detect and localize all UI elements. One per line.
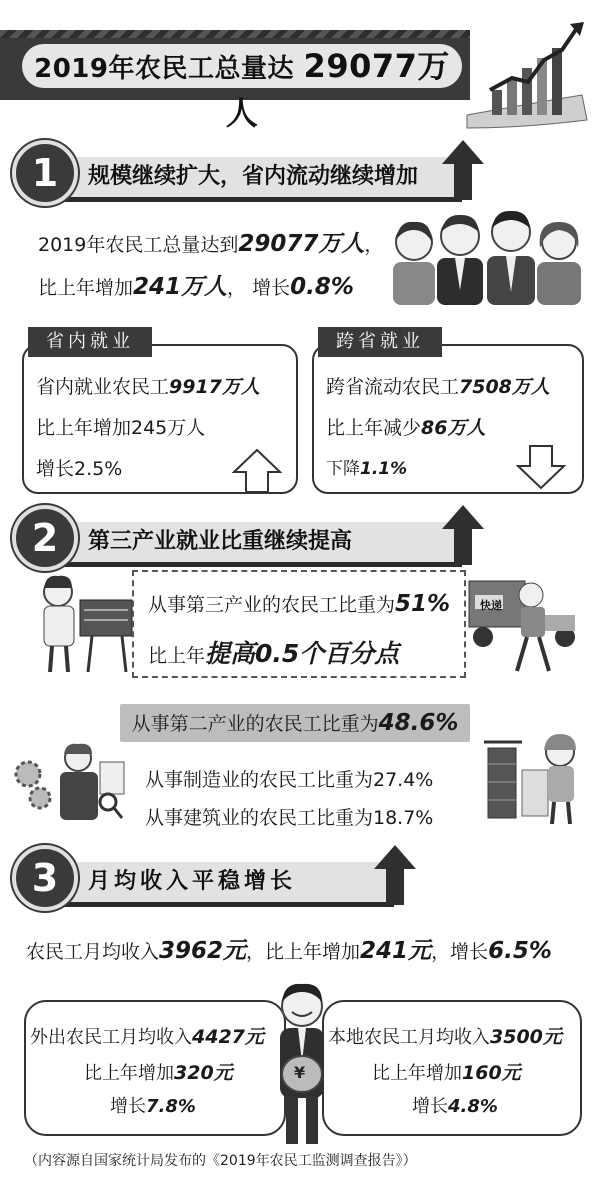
inter-province-tab-label: 跨省就业 [336, 331, 424, 352]
up-outline-arrow-icon [232, 448, 282, 494]
intra-line1-value: 9917万人 [169, 376, 260, 398]
page-title-text: 2019年农民工总量达 [34, 54, 294, 84]
intra-line1 [36, 372, 260, 399]
tertiary-share-label: 从事第三产业的农民工比重为 [148, 594, 396, 616]
engineer-gears-illustration [12, 742, 127, 824]
growth-chart-illustration [462, 20, 592, 130]
increase-line [38, 268, 354, 301]
total-value: 29077万人 [238, 231, 365, 257]
tertiary-share-value: 51% [395, 591, 451, 617]
local-growth-value: 4.8% [448, 1096, 498, 1117]
construction-worker-illustration [478, 730, 590, 826]
local-line1 [328, 1022, 562, 1049]
outgoing-line2 [84, 1058, 233, 1085]
total-label: 2019年农民工总量达到 [38, 234, 239, 256]
intra-line1-label: 省内就业农民工 [36, 376, 170, 398]
outgoing-growth-value: 7.8% [146, 1096, 196, 1117]
section1-heading-bar [52, 157, 462, 202]
tertiary-share-line [148, 590, 450, 617]
page-title-value: 29077万人 [225, 47, 450, 132]
section2-heading-bar [52, 522, 462, 567]
outgoing-line1 [30, 1022, 264, 1049]
inter-line1-value: 7508万人 [459, 376, 550, 398]
section1-number-badge [12, 140, 78, 206]
section3-number-badge [12, 845, 78, 911]
increase-label: 比上年增加 [38, 277, 134, 299]
tertiary-change-value: 提高0.5个百分点 [205, 639, 400, 668]
inter-line2 [326, 413, 485, 440]
total-suffix: ， [364, 234, 384, 256]
section2-heading: 第三产业就业比重继续提高 [88, 529, 353, 554]
inter-province-tab [318, 327, 442, 357]
income-summary-label: 农民工月均收入 [26, 941, 160, 963]
inter-line3 [326, 454, 407, 479]
section2-number: 2 [31, 516, 59, 560]
secondary-share-label: 从事第二产业的农民工比重为 [131, 713, 379, 735]
section1-up-arrow-icon [440, 138, 486, 202]
section1-number: 1 [31, 151, 59, 195]
delivery-courier-illustration [465, 575, 585, 675]
intra-province-tab [28, 327, 152, 357]
down-outline-arrow-icon [516, 444, 566, 490]
secondary-share-value: 48.6% [378, 710, 459, 736]
outgoing-income-label: 外出农民工月均收入 [30, 1027, 192, 1048]
section1-heading: 规模继续扩大，省内流动继续增加 [88, 164, 419, 189]
increase-growth-label: ， 增长 [227, 277, 291, 299]
local-growth-label: 增长 [412, 1096, 448, 1117]
section3-heading-bar [52, 862, 394, 907]
outgoing-growth-label: 增长 [110, 1096, 146, 1117]
total-migrant-line [38, 225, 383, 258]
tertiary-change-label: 比上年 [148, 645, 206, 667]
inter-line3-value: 1.1% [360, 459, 408, 479]
money-symbol-icon: ¥ [294, 1063, 306, 1082]
local-income-value: 3500元 [490, 1026, 562, 1048]
income-growth-value: 6.5% [488, 938, 552, 964]
chef-illustration [30, 570, 135, 675]
outgoing-increase-value: 320元 [174, 1062, 233, 1084]
section3-number: 3 [31, 856, 59, 900]
secondary-share-band [120, 704, 470, 742]
income-summary-line [26, 932, 552, 965]
workers-group-illustration [385, 200, 590, 305]
income-increase-value: 241元 [360, 938, 432, 964]
page-title [22, 44, 462, 132]
income-summary-value: 3962元 [159, 938, 247, 964]
increase-value: 241万人 [133, 274, 228, 300]
local-income-label: 本地农民工月均收入 [328, 1027, 490, 1048]
inter-line3-label: 下降 [326, 459, 360, 479]
section2-number-badge [12, 505, 78, 571]
inter-line2-label: 比上年减少 [326, 417, 422, 439]
intra-line2: 比上年增加245万人 [36, 417, 206, 439]
local-increase-label: 比上年增加 [372, 1063, 462, 1084]
outgoing-income-value: 4427元 [192, 1026, 264, 1048]
section3-heading: 月均收入平稳增长 [88, 869, 297, 894]
delivery-label: 快递 [480, 599, 502, 612]
local-line2 [372, 1058, 521, 1085]
local-line3 [412, 1092, 498, 1118]
income-growth-label: ，增长 [431, 941, 489, 963]
source-footnote: （内容源自国家统计局发布的《2019年农民工监测调查报告》） [24, 1153, 417, 1169]
income-increase-label: ，比上年增加 [246, 941, 361, 963]
outgoing-line3 [110, 1092, 196, 1118]
inter-line1-label: 跨省流动农民工 [326, 376, 460, 398]
intra-province-tab-label: 省内就业 [46, 331, 134, 352]
construction-share: 从事建筑业的农民工比重为18.7% [145, 807, 434, 829]
intra-line3: 增长2.5% [36, 458, 123, 480]
outgoing-increase-label: 比上年增加 [84, 1063, 174, 1084]
manufacturing-share: 从事制造业的农民工比重为27.4% [145, 769, 434, 791]
local-increase-value: 160元 [462, 1062, 521, 1084]
section2-up-arrow-icon [440, 503, 486, 567]
tertiary-change-line [148, 634, 399, 670]
inter-line2-value: 86万人 [421, 417, 486, 439]
section3-up-arrow-icon [372, 843, 418, 907]
title-banner-stripe [0, 30, 470, 38]
increase-rate: 0.8% [290, 274, 354, 300]
inter-line1 [326, 372, 550, 399]
